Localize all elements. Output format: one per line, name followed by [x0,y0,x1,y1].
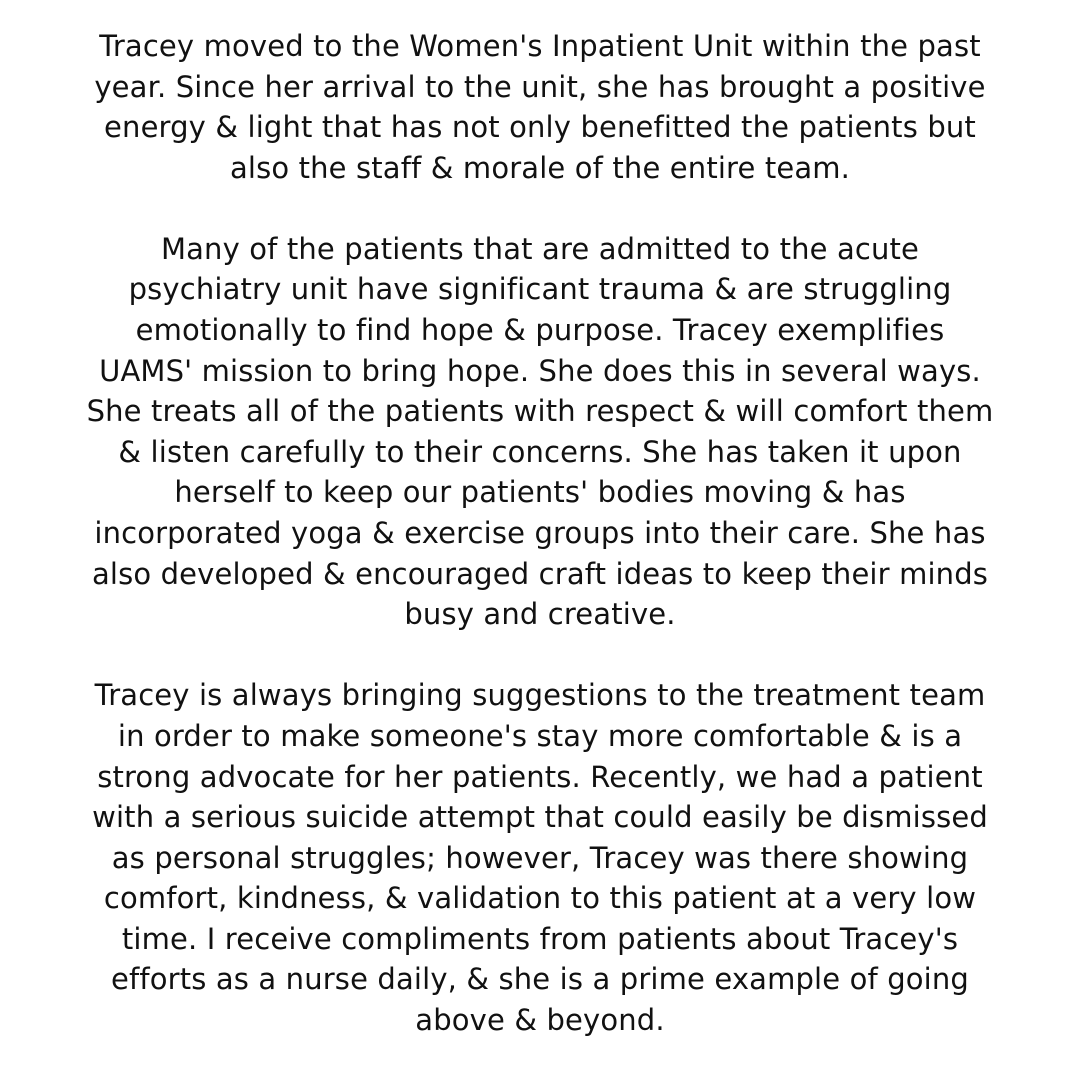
paragraph-intro [8,26,1072,188]
text-line: UAMS' mission to bring hope. She does this in several ways. [99,353,981,388]
text-line: comfort, kindness, & validation to this patient at a very low [103,881,977,916]
text-line: Tracey moved to the Women's Inpatient Unit within the past [99,29,981,63]
text-line: herself to keep our patients' bodies moving & has [174,475,906,510]
text-line: in order to make someone's stay more comfortable & is a [117,718,963,753]
text-line: also the staff & morale of the entire team. [229,150,851,185]
text-line: psychiatry unit have significant trauma & are struggling [128,272,952,307]
text-line: year. Since her arrival to the unit, she has brought a positive [94,69,986,104]
text-line: as personal struggles; however, Tracey was there showing [111,840,969,875]
paragraph-advocacy [8,675,1072,1040]
text-line: energy & light that has not only benefitted the patients but [104,110,976,145]
text-line: efforts as a nurse daily, & she is a prime example of going [111,962,969,997]
text-line: emotionally to find hope & purpose. Tracey exemplifies [135,313,945,348]
text-line: with a serious suicide attempt that could easily be dismissed [92,800,988,835]
text-line: time. I receive compliments from patients about Tracey's [121,921,959,956]
text-line: She treats all of the patients with respect & will comfort them [86,394,994,429]
text-line: Tracey is always bringing suggestions to the treatment team [94,678,986,713]
text-line: above & beyond. [415,1003,665,1038]
text-line: also developed & encouraged craft ideas to keep their minds [91,556,989,591]
text-line: busy and creative. [404,597,676,632]
text-line: incorporated yoga & exercise groups into their care. She has [94,516,986,551]
text-line: & listen carefully to their concerns. She has taken it upon [118,434,962,469]
paragraph-patient-care [8,229,1072,635]
text-line: strong advocate for her patients. Recently, we had a patient [97,759,983,794]
text-line: Many of the patients that are admitted to the acute [160,231,920,266]
